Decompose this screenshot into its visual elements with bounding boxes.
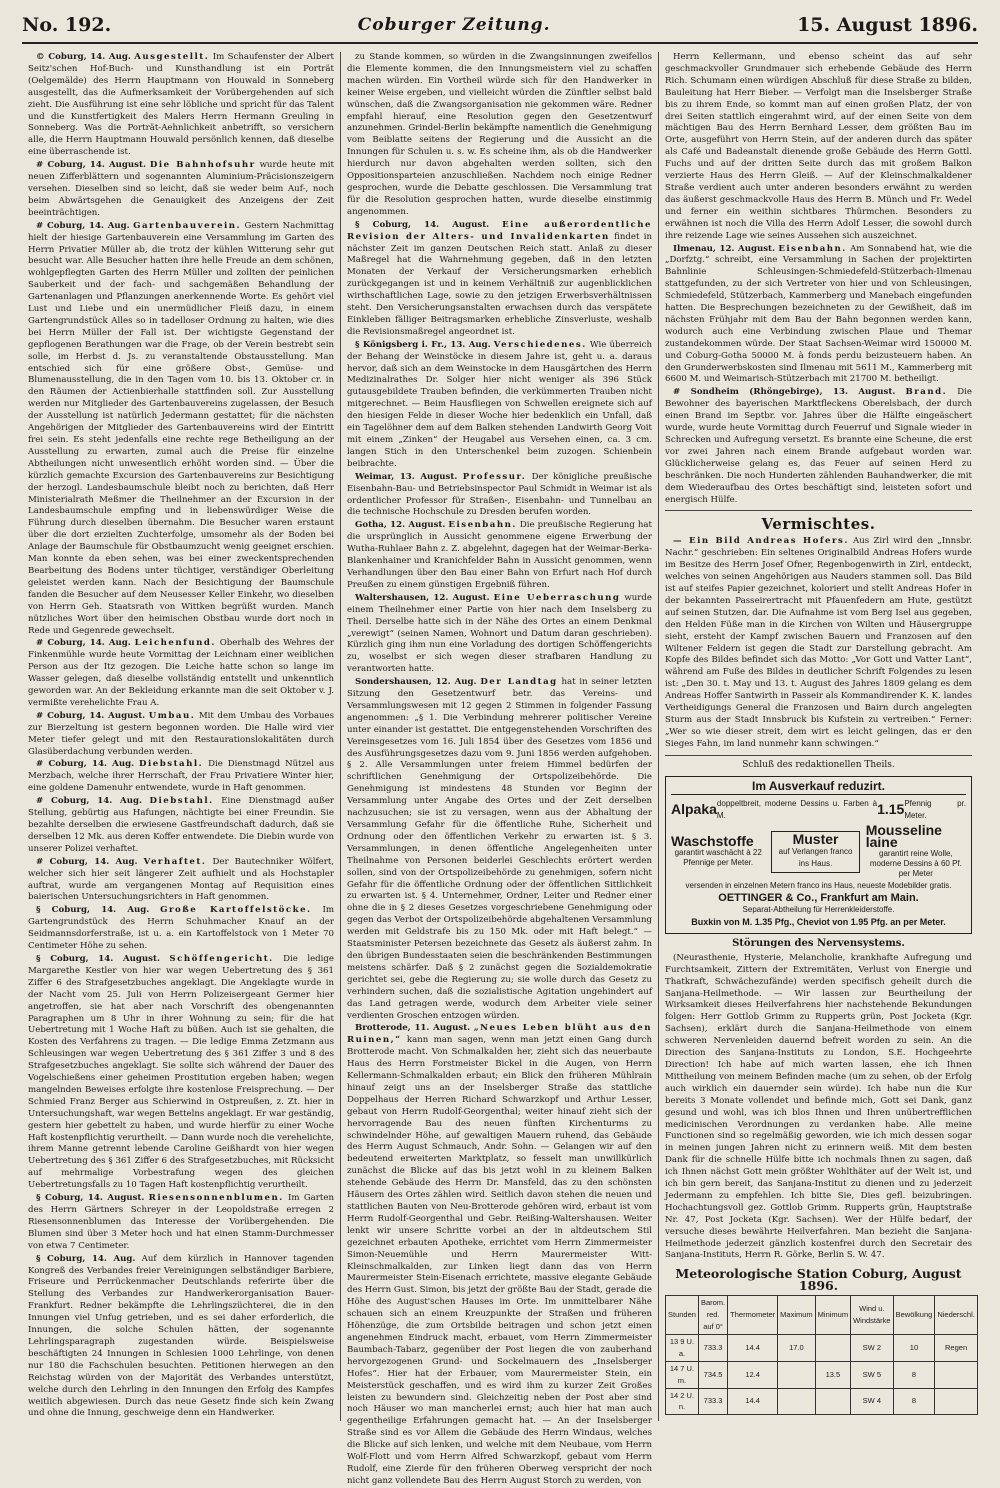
article-text: Im Schaufenster der Albert Seitz'schen Hof-Buch- und Kunsthandlung ist ein Porträt (Oelgemälde) des Herrn Hauptmann von Houwald in Sonneberg ausgestellt, das die Aufmerksamkeit der Vorübergehenden auf sich zieht. Die Ausführung ist eine sehr löbliche und spricht für das Talent und die Kunstfertigkeit des Malers Herrn Hermann Greuling in Sonneberg. Was die Porträt-Aehnlichkeit anbetrifft, so versichern alle, die Herrn Hauptmann Houwald persönlich kennen, daß dieselbe eine überraschende ist. (28, 52, 335, 158)
article-lead: Gotha, 12. August. (355, 520, 446, 531)
nerven-text: (Neurasthenie, Hysterie, Melancholie, krankhafte Aufregung und Furchtsamkeit, Zittern der Extremitäten, Verlust von Energie und Thatkraft, Schwächezufände) werden specifisch geheilt durch die Sanjana-Heilmethode. — Wir lassen zur Beurtheilung der Wirksamkeit dieses Heilverfahrens hier nachstehende Bekundungen folgen: Herr Gottlob Grimm zu Rupperts grün, Post Jocketa (Kgr. Sachsen), erklärt durch die Sanjana-Heilmethode von einem schweren Nervenleiden dauernd befreit worden zu sein. An die Direction des Sanjana-Instituts zu London, S.E. Hochgeehrte Direction! Ich habe auf mich warten lassen, ehe ich Ihnen Mittheilung von meinem Befinden mache (um zu sehen, ob der Erfolg auch wirklich ein dauernder sein würde). Ich habe nun die Kur bereits 3 Monate vollendet und befinde mich, Gott sei Dank, ganz gesund und wohl, was ich blos Ihnen und Ihren unübertrefflichen medicinischen Verordnungen zu verdanken habe. Alle meine Functionen sind so regelmäßig geworden, wie ich mich dessen sogar in meinen jungen Jahren nicht zu erinnern weiß. Mit dem besten Dank für die schnelle Hülfe bitte ich nochmals Ihnen zu sagen, daß ich Ihnen nächst Gott mein größter Wohlthäter auf der Welt ist, und ich bin gern bereit, das Sanjana-Institut zu dienen und zu jederzeit Jedermann zu empfehlen. Ich bitte Sie, Dies gefl. beizubringen. Hochachtungsvoll gez. Gottlob Grimm. Rupperts grün, Hauptstraße Nr. 47, Post Jocketa (Kgr. Sachsen). Wer der Hülfe bedarf, der versuche dieses bewährte Heilverfahren. Man bezieht die Sanjana-Heilmethode jederzeit gänzlich kostenfrei durch den Secretair des Sanjana-Instituts, Herrn R. Görke, Berlin S. W. 47. (665, 952, 972, 1261)
article-text: hat in seiner letzten Sitzung den Gesetzentwurf betr. das Vereins- und Versammlungswesen mit 12 gegen 2 Stimmen in folgender Fassung angenommen: „§ 1. Die Verbindung mehrerer politischer Vereine unter einander ist gestattet. Die entgegenstehenden Vorschriften des Vereinsgesetzes vom 16. Juli 1854 über des Gesetzes vom 1856 und des Ausführungsgesetzes dazu vom 9. Juni 1856 werden aufgehoben. § 2. Alle Versammlungen unter freiem Himmel bedürfen der schriftlichen Genehmigung der Ortspolizeibehörde. Die Genehmigung ist mindestens 48 Stunden vor Beginn der Versammlung unter Angabe des Ortes und der Zeit derselben nachzusuchen; sie ist zu versagen, wenn aus der Abhaltung der Versammlung Gefahr für die öffentliche Ruhe, Sicherheit und Ordnung oder den öffentlichen Verkehr zu erwarten ist. § 3. Versammlungen, in denen öffentliche Angelegenheiten unter Theilnahme von Personen beiderlei Geschlechts erörtert werden sollen, sind von der Ortspolizeibehörde zu genehmigen, sofern nicht Gefahr für die öffentliche Ordnung oder der öffentlichen Sittlichkeit zu erwarten ist. § 4. Unternehmer, Ordner, Leiter und Redner einer ohne die in § 2 dieses Gesetzes vorgeschriebene Genehmigung oder gegen das Verbot der Ortspolizeibehörde abgehaltenen Versammlung werden mit Geldstrafe bis zu 150 Mk. oder mit Haft belegt.“ — Staatsminister Petersen bezeichnete das Gesetz als äußerst zahm. In den übrigen Bundesstaaten seien die beschränkenden Bestimmungen meistens schärfer. Daß § 2 zunächst gegen die Sozialdemokratie gerichtet sei, gebe die Regierung zu; sie wolle durch das Gesetz zu verhindern suchen, daß die sozialistische Agitation ungehindert auf das Land getragen werde, wodurch dem Arbeiter viele seiner verdienten Groschen entzogen würden. (347, 677, 653, 1021)
advertisement-oettinger (665, 776, 972, 934)
ad-muster-desc: auf Verlangen franco ins Haus. (778, 847, 853, 869)
met-cell: 14 2 U. n. (666, 1388, 699, 1415)
article-lead: — Ein Bild Andreas Hofers. (673, 536, 849, 547)
ad-alpaka-row (671, 798, 966, 822)
article (28, 1193, 334, 1253)
article (28, 52, 334, 159)
article (347, 593, 652, 676)
article-keyword: Umbau. (148, 710, 196, 721)
article-lead: Weimar, 13. August. (355, 471, 458, 482)
table-row (666, 1388, 978, 1415)
article-text: zu Stande kommen, so würden in die Zwangsinnungen zweifellos die Elemente kommen, die den Innungsmeistern viel zu schaffen machen würden. Ein Vortheil würde sich für den Handwerker in keiner Weise ergeben, und vielleicht würden die Zünftler selbst bald wünschen, daß die Zwangsorganisation nie gekommen wäre. Redner empfahl hierauf, eine Resolution gegen den Gesetzentwurf anzunehmen. Grindel-Berlin bekämpfte namentlich die Genehmigung vom Beiblatte seitens der Regierung und die Aussicht an die Innungen für Schulen u. s. w. Es scheine ihm, als ob die Handwerker hierdurch nur davon abgehalten werden sollten, sich den Oppositionsparteien anzuschließen. Nachdem noch einige Redner gesprochen, wurde die Debatte geschlossen. Die Versammlung trat für die Resolution gesprochen hatten, wurde dieselbe einstimmig angenommen. (347, 52, 652, 217)
table-row (666, 1361, 978, 1388)
ad-waschstoffe-block (671, 833, 765, 868)
article-keyword: „Neues Leben blüht aus den Ruinen,“ (347, 1023, 652, 1046)
article-lead: # Coburg, 14. August. (36, 710, 146, 721)
article-keyword: Diebstahl. (149, 796, 214, 807)
article (28, 796, 334, 856)
article-text: kann man sagen, wenn man jetzt einen Gang durch Brotterode macht. Von Schmalkalden her, zieht sich das neuerbaute Haus des Herrn Forstmeister Bickel in die Augen, von Herrn Kellermann-Schmalkalden erbaut; ein Blick den früheren Mühlrain hinauf zeigt uns an der Inselsberger Straße das stattliche Doppelhaus der Herren Richard Schwarzkopf und Arthur Lesser, gebaut von Herrn Rudolf-Georgenthal; weiter hinauf zieht sich der hervorragende Bau des neuen fünften Kirchenturms zu schwindelnder Höhe, auf gewaltigen Mauern ruhend, das Gebäude des Herrn August Schmauch, Andr. Sohn. — Gelangen wir auf den bedeutend erweiterten Marktplatz, so fesselt man unwillkürlich zunächst die Blicke auf das bis jetzt wohl in zu kleinem Balken stehende Gebäude des Herrn Dr. Mansfeld, das zu den schönsten Häusern des Ortes zählen wird. Seitlich davon stehen die neuen und stattlichen Bauten von Neu-Brotterode gehören wird, erbaut ist vom Herrn Rudolf-Georgenthal und Gebr. Reißing-Waltershausen. Weiter lenkt wir unsere Schritte vorbei an der in altdeutschem Stil gezeichnet erbauten Apotheke, errichtet vom Herrn Zimmermeister Simon-Neuemühle und Herrn Maurermeister Witt-Kleinschmalkalden, zur Linken liegt dann das von Herrn Maurermeister Stein-Eisenach errichtete, massive elegante Gebäude des Herrn Gust. Simon, bis jetzt der größte Bau der Stadt, gerade die Höhe des August'schen Hauses im Orte. Im unmittelbarer Nähe schauen sich an einem Kreuzpunkte der Straßen und früheren Höhenzüge, die zum Ortsbilde beitragen und schon jetzt einen angenehmen Eindruck macht, erbauet, vom Herrn Zimmermeister Baumbach-Tabarz, gegenüber der Post liegen die von zauberhand hervorgezogenen Grund- und Sockelmauern des „Inselsberger Hofes“. Hier hat der Erbauer, vom Maurermeister Stein, ein Meisterstück geschaffen, und es wird ihm zu kurzer Zeit Großes leisten zu bewundern sind. Gleichzeitig neben der Post aber sind noch Häuser wo man mancherlei ernst; auch hier hat man auch gegentheilige Erfahrungen gemacht hat. — An der Inselsberger Straße sind es vor Allem die Gebäude des Herrn Windaus, welches die Blicke auf sich lenken, und welche mit dem Neubaue, vom Herrn Wolf-Flott und vom Herrn Alfred Schwarzkopf, gebaut vom Herrn Rudolf, eine Zierde für den früheren Oberweg verspricht der noch nicht ganz vollendete Bau des Herrn August Storch zu werden, von (347, 1035, 653, 1486)
issue-date: 15. August 1896. (797, 14, 978, 36)
article (347, 677, 652, 1022)
article-keyword: Diebstahl. (139, 759, 204, 770)
ad-mousseline: Mousseline laine (865, 822, 942, 851)
article-lead: # Coburg, 14. Aug. (36, 220, 130, 231)
newspaper-title: Coburger Zeitung. (357, 15, 551, 35)
article-lead: § Coburg, 14. Aug. (36, 905, 150, 916)
article-lead: # Coburg, 14. Aug. (36, 796, 142, 807)
met-cell: 734.5 (698, 1361, 727, 1388)
ad-foot: Buxkin von M. 1.35 Pfg., Cheviot von 1.95 Pfg. an per Meter. (691, 917, 946, 927)
article (347, 520, 652, 591)
article-text: Die preußische Regierung hat die ursprünglich in Aussicht genommene eigene Erwerbung der Wutha-Ruhlaer Bahn z. Z. abgelehnt, dagegen hat der Weimar-Berka-Blankenhainer und Kranichfelder Bahn in Aussicht genommen, wenn Verhandlungen über den Bau einer Bahn von Erfurt nach Hof durch Preußen zu einem günstigen Ergebniß führen. (347, 520, 652, 590)
met-header-cell: Stunden (666, 1296, 699, 1335)
met-cell (815, 1334, 850, 1361)
article-text: Die ledige Margarethe Kestler von hier war wegen Uebertretung des § 361 Ziffer 6 des Strafgesetzbuches angeklagt. Die Angeklagte wurde in der Nacht vom 25. Juli von Herrn Polizeisergeant Germer hier angetroffen, sie hat aber nach Vorschrift des obengenannten Paragraphen um 8 Uhr in ihrer Wohnung zu sein; für die hat Uebertretung mit 1 Woche Haft zu büßen. Auch ist sie gehalten, die Kosten des Verfahrens zu tragen. — Die ledige Emma Zetzmann aus Schleusingen war wegen Uebertretung des § 361 Ziffer 3 und 8 des Strafgesetzbuches angeklagt. Sie sollte sich während der Dauer des Vogelschießens einer geheimen Prostitution ergeben haben; wegen mangelnden Beweises erfolgte ihre kostenlose Freisprechung. — Der Schmied Franz Berger aus Schierwind in Ostpreußen, z. Zt. hier in Untersuchungshaft, war wegen Bettelns angeklagt. Er war geständig, gestern hier gebettelt zu haben, und wurde hierfür zu einer Woche Haft kostenpflichtig verurtheilt. — Dann wurde noch die verehelichte, ihrem Manne getrennt lebende Caroline Geißhardt von hier wegen Uebertretung des § 361 Ziffer 6 des Strafgesetzbuches, mit Rücksicht auf mehrmalige Vorbestrafung wegen des gleichen Uebertretungsfalls zu 10 Tagen Haft kostenpflichtig verurtheilt. (28, 953, 334, 1191)
met-cell (778, 1388, 816, 1415)
article-keyword: Eisenbahn. (448, 520, 517, 531)
met-cell: 733.3 (698, 1388, 727, 1415)
article (28, 905, 334, 953)
ad-firm: OETTINGER & Co., Frankfurt am Main. (718, 892, 919, 905)
article-lead: # Sondheim (Rhöngebirge), 13. August. (673, 387, 896, 398)
ad-waschstoffe: Waschstoffe (671, 833, 754, 850)
nerven-title: Störungen des Nervensystems. (732, 937, 905, 949)
ad-alpaka: Alpaka (671, 801, 717, 818)
article-text: Der Bautechniker Wölfert, welcher sich hier seit längerer Zeit aufhielt und als Hochstapler auftrat, wurde am vergangenen Montag auf Requisition eines baierischen Untersuchungsrichters in Haft genommen. (28, 856, 335, 903)
article (347, 52, 652, 219)
article-lead: # Coburg, 14. Aug. (36, 856, 138, 867)
article-text: Am Sonnabend hat, wie die „Dorfztg.“ schreibt, eine Versammlung in Sachen der projektirten Bahnlinie Schleusingen-Schmiedefeld-Stützerbach-Ilmenau stattgefunden, zu der sich Vertreter von hier und von Schleusingen, Schmiedefeld, Stützerbach, Kammerberg und Manebach eingefunden hatten. Die Besprechungen bezeichneten zu der Gewißheit, daß im nächsten Frühjahr mit dem Bau der Bahn begonnen werden kann, wodurch auch eine Verbindung zwischen Plaue und Themar zustandekommen würde. Der Staat Sachsen-Weimar wird 150000 M. und Coburg-Gotha 50000 M. à fonds perdu beizusteuern haben. An den Grunderwerbskosten sind Ilmenau mit 5611 M., Kammerberg mit 6600 M. und Weimarisch-Stützerbach mit 21700 M. betheiligt. (665, 243, 972, 385)
article (28, 857, 334, 905)
article-lead: # Coburg, 14. Aug. (36, 638, 131, 649)
met-cell (935, 1361, 978, 1388)
ad-alpaka-desc: doppeltbreit, moderne Dessins u. Farben à M. (716, 799, 878, 821)
ad-muster-box (771, 831, 860, 873)
article-text: Mit dem Umbau des Vorbaues zur Bierzeltung ist gestern begonnen worden. Die Halle wird vier Meter tiefer gelegt und mit den Restaurationslokalitäten durch Glasüberdachung verbunden werden. (28, 710, 335, 757)
met-header-row (666, 1296, 978, 1335)
ad-muster: Muster (792, 831, 839, 848)
ad-versand: versenden in einzelnen Metern franco ins Haus, neueste Modebilder gratis. (685, 881, 952, 891)
article-keyword: Riesensonnenblumen. (148, 1193, 284, 1204)
article-text: wurde heute mit neuen Zifferblättern und sogenannten Aluminium-Präcisionszeigern versehen. Dieselben sind so leicht, daß sie weder beim Auf-, noch beim Abwärtsgehen die Genauigkeit des Anzeigens der Zeit beeinträchtigen. (28, 160, 335, 218)
ad-dept: Separat-Abtheilung für Herrenkleiderstoffe. (742, 905, 895, 914)
met-header-cell: Bewölkung (893, 1296, 935, 1335)
article-text: Im Garten des Herrn Gärtners Schreyer in der Leopoldstraße erregen 2 Riesensonnenblumen das Interesse der Vorübergehenden. Die Blumen sind über 3 Meter hoch und hat einen Stamm-Durchmesser von etwa 7 Centimeter. (28, 1193, 334, 1251)
article-lead: Brotterode, 11. August. (355, 1023, 471, 1034)
article-lead: Ilmenau, 12. August. (673, 243, 775, 254)
article-lead: § Coburg, 14. August. (36, 953, 160, 964)
section-title-vermischtes: Vermischtes. (761, 515, 876, 534)
article-text: Gestern Nachmittag hielt der hiesige Gartenbauverein eine Versammlung im Garten des Herrn Privatier Müller ab, die trotz der kühlen Witterung sehr gut besucht war. Alle Besucher hatten ihre helle Freude an dem schönen, wohlgepflegten Garten des Herrn Müller und zollten der peinlichen Sauberkeit und der fach- und sachgemäßen Behandlung der Gartenanlagen und Pflanzungen anerkennende Worte. Es gehört viel Lust und Liebe und ein unermüdlicher Fleiß dazu, in einem Gartengrundstück Alles so in tadelloser Ordnung zu halten, wie dies bei Herrn Müller der Fall ist. Der wichtigste Gegenstand der gepflogenen Berathungen war die Frage, ob der Verein bestrebt sein solle, im Herbst d. Js. zu veranstaltende Obstausstellung. Man entschied sich für eine größere Obst-, Gemüse- und Blumenausstellung, die in den Tagen vom 10. bis 13. Oktober cr. in den Räumen der Actienbierhalle stattfinden soll. Zur Ausstellung werden nur Mitglieder des Gartenbauvereins zugelassen, der Besuch der Ausstellung ist natürlich Jedermann gestattet; für die nächsten Angehörigen der Mitglieder des Gartenbauvereins wird der Eintritt frei sein. Es steht jedenfalls eine rechte rege Betheiligung an der Ausstellung zu erwarten, zumal auch die Preise für einzelne Abtheilungen nicht unwesentlich erhöht worden sind. — Über die kürzlich gemachte Excursion des Gartenbauvereins zur Besichtigung der herzogl. Landesbaumschule bleibt noch zu berichten, daß Herr Ministerialrath Meßmer die Theilnehmer an der Excursion in der Landesbaumschule empfing und in liebenswürdiger Weise die Führung durch dieselben übernahm. Die Besucher waren erstaunt über die dort erzielten Zuchterfolge, umsomehr als der Boden bei Anlage der Baumschule für Obstbaumzucht wenig geeignet erschien. Man konnte da eben sehen, was bei einer zweckentsprechenden Bearbeitung des Bodens unter tüchtiger, verständiger Oberleitung geleistet werden kann. Nach der Besichtigung der Baumschule fanden die Besucher auf dem Neusesser Keller Einkehr, wo dieselben von Herrn Geh. Staatsrath von Wittken begrüßt wurden. Manch nützliches Wort über den heimischen Obstbau wurde dort noch in Rede und Gegenrede gewechselt. (28, 220, 334, 636)
met-cell: 17.0 (778, 1334, 816, 1361)
table-row (666, 1334, 978, 1361)
article-lead: # Coburg, 14. August. (36, 160, 146, 171)
article-text: Auf dem kürzlich in Hannover tagenden Kongreß des Verbandes freier Vereinigungen selbständiger Barbiere, Friseure und Perrückenmacher Deutschlands referirte über die Stellung des Verbandes zur Handwerkerorganisation Bauer-Frankfurt. Redner bekämpfte die Lehrlingszüchterei, die in den Innungen viel Unfug getrieben, und es sei daher erforderlich, die Innungen, die solche Schulen hätten, der sogenannte Lehrlingsparagraph zugestanden würde. Beispielsweise beschäftigten 24 Innungen in Schlesien 1000 Lehrlinge, von denen nur 180 die Fachschulen besuchten. Petitionen hierwegen an den Reichstag würden von der Majorität des Verbandes unterstützt, welche durch den Lehrling in den Innungen den Erfolg des Kampfes weitlich abgewiesen. Durch das neue Gesetz finde sich kein Zwang und ohne die Innung, geschweige denn ein Handwerker. (28, 1253, 335, 1419)
met-cell: 13 9 U. a. (666, 1334, 699, 1361)
columns (22, 52, 978, 1486)
article-keyword: Gartenbauverein. (133, 220, 242, 231)
article-text: Die Dienstmagd Nützel aus Merzbach, welche ihrer Herrschaft, der Frau Privatiere Winter hier, eine goldene Damenuhr entwendete, wurde in Haft genommen. (28, 759, 335, 794)
met-cell: 12.4 (728, 1361, 778, 1388)
article-lead: © Coburg, 14. Aug. (36, 52, 131, 62)
article (28, 711, 334, 759)
article-text: findet in nächster Zeit im ganzen Deutschen Reich statt. Anlaß zu dieser Maßregel hat die Wahrnehmung gegeben, daß in den letzten Monaten der Verkauf der Versicherungsmarken erheblich zurückgegangen ist und in keinem Verhältniß zur augenblicklichen wirthschaftlichen Lage, sowie zu den jetzigen Erwerbsverhältnissen steht. Den Versicherungsanstalten erwachsen durch das verspätete Einkleben fälliger Beitragsmarken erhebliche Zinsverluste, weshalb die Revisionsmaßregel angeordnet ist. (347, 231, 652, 337)
met-cell: Regen (935, 1334, 978, 1361)
met-header-cell: Wind u. Windstärke (851, 1296, 894, 1335)
met-cell: 10 (893, 1334, 935, 1361)
article (347, 220, 652, 339)
column-3 (658, 52, 978, 1421)
met-cell: 733.3 (698, 1334, 727, 1361)
met-cell: 13.5 (815, 1361, 850, 1388)
article-keyword: Die Bahnhofsuhr (149, 160, 256, 171)
masthead (22, 8, 978, 44)
article-lead: § Coburg, 14. August. (355, 219, 490, 230)
article-keyword: Schöffengericht. (169, 953, 274, 964)
met-cell: 14.4 (728, 1334, 778, 1361)
article-keyword: Eine außerordentliche Revision der Alters- und Invalidenkarten (347, 219, 652, 242)
ad-header: Im Ausverkauf reduzirt. (671, 781, 966, 796)
ad-middle-row (671, 822, 966, 879)
article-text: Der königliche preußische Eisenbahn-Bau- und Betriebsinspector Paul Schmidt in Weimar ist als ordentlicher Professor für Straßen-, Eisenbahn- und Tunnelbau an die technische Hochschule zu Dresden berufen worden. (347, 471, 653, 518)
met-header-cell: Niederschl. (935, 1296, 978, 1335)
ad-mousseline-block (865, 822, 966, 879)
article-lead: # Coburg, 14. Aug. (36, 759, 135, 770)
met-cell: SW 5 (851, 1361, 894, 1388)
article-lead: § Coburg, 14. Aug. (36, 1253, 136, 1264)
article-keyword: Eisenbahn. (778, 243, 847, 254)
article-keyword: Professur. (462, 471, 527, 482)
article-keyword: Verhaftet. (143, 856, 207, 867)
met-body (666, 1334, 978, 1414)
article (28, 160, 334, 220)
article-text: Aus Zirl wird den „Innsbr. Nachr.“ geschrieben: Ein seltenes Originalbild Andreas Hofers wurde im Besitze des Herrn Josef Ofner, Regenbogenwirth in Zirl, entdeckt, welches von seinen Angehörigen aus Nauders stammen soll. Das Bild ist auf steifes Papier gezeichnet, koloriert und stellt Andreas Hofer in der bekannten Passeirertracht mit Pfauenfedern am Hute, gestützt auf seinen Stutzen, dar. Die Aufnahme ist vom Berg Isel aus gegeben, den Helden Füße man in die Kirchen von Wilten und Häusergruppe sieht, ersteht der Kampf zwischen Bauern und Franzosen auf den Wiltener Feldern ist gegen die Stadt zur Darstellung gebracht. Am Kopfe des Bildes befindet sich das Motto: „Vor Gott und Vatter Lant“, während am Fuße des Bildes in deutlicher Schrift Folgendes zu lesen ist: „Den 30. t. May und 13. t. August des Jahres 1809 gelang es dem Andreas Hoffer Santwirth in Passeir als Kommandirender K. K. landes Vertheidigungs General die Franzosen und Bairn durch angelegten Sturm aus der Stadt Innsbruck bis Kufstein zu vertreiben.“ Ferner: „Wer so wie dieser streit, dem wirt es leicht gelingen, das er den Sieges Fahn, im land nunmehr kann schwingen.“ (665, 536, 972, 749)
article-keyword: Verschiedenes. (493, 339, 587, 350)
article (347, 340, 652, 471)
ad-alpaka-unit: Pfennig pr. Meter. (904, 799, 966, 821)
article (28, 638, 334, 709)
met-cell: 14 7 U. m. (666, 1361, 699, 1388)
article-text: wurde einem Theilnehmer einer Partie von hier nach dem Inselsberg zu Theil. Derselbe hatte sich in der Nähe des Ortes an einem Denkmal „verewigt“ (seinen Namen, Wohnort und Datum daran geschrieben). Kürzlich ging ihm nun eine Vorladung des dortigen Schöffengerichts zu, woselbst er sich wegen dieser strafbaren Handlung zu verantworten hatte. (347, 592, 652, 675)
column-1 (22, 52, 340, 1421)
article-keyword: Der Landtag (480, 677, 558, 688)
met-cell: 8 (893, 1388, 935, 1415)
article-text: Wie überreich der Behang der Weinstöcke in diesem Jahre ist, geht u. a. daraus hervor, daß sich an dem Weinstocke in dem Hausgärtchen des Herrn Medizinalrathes Dr. Solger hier nicht weniger als 396 Stück gutausgebildete Trauben befinden, die verkümmerten Trauben nicht mitgerechnet. — Beim Hausfliegen von Schwellen ereignete sich auf den hiesigen Felde in dieser Woche hier bedenklich ein Unfall, daß ein Tagelöhner dem auf dem Balken stehenden Landwirth Georg Voit mit einem „Zinken“ der Heugabel aus Versehen einen, ca. 3 cm. langen Stich in den Unterschenkel beim zuzogen. Schienbein beibrachte. (347, 339, 653, 469)
met-header-cell: Minimum (815, 1296, 850, 1335)
met-table (665, 1295, 978, 1415)
article (665, 244, 972, 387)
article (665, 387, 972, 506)
article-text: Oberhalb des Wehres der Finkenmühle wurde heute Vormittag der Leichnam einer weiblichen Person aus der Itz gezogen. Die Leiche hatte schon so lange im Wasser gelegen, daß dieselbe vollständig entstellt und unkenntlich geworden war. An der Bekleidung erkannte man die seit Oktober v. J. vermißte verehelichte Frau A. (28, 638, 335, 708)
article-keyword: Ausgestellt. (134, 52, 210, 62)
met-cell: 14.4 (728, 1388, 778, 1415)
article-keyword: Große Kartoffelstöcke. (160, 905, 312, 916)
article-vermischtes (665, 536, 972, 750)
met-station-title: Meteorologische Station Coburg, August 1896. (675, 1266, 962, 1294)
met-header-cell: Barom. red. auf 0° (698, 1296, 727, 1335)
column-3-articles (665, 52, 972, 506)
article-keyword: Brand. (905, 387, 948, 398)
met-cell: SW 2 (851, 1334, 894, 1361)
article (28, 221, 334, 638)
met-cell (778, 1361, 816, 1388)
article (28, 759, 334, 795)
article-keyword: Leichenfund. (134, 638, 216, 649)
ad-waschstoffe-desc: garantirt waschächt à 22 Pfennige per Meter. (674, 848, 762, 868)
column-2 (340, 52, 658, 1486)
ad-alpaka-price: 1.15 (877, 801, 905, 818)
editorial-end-note: Schluß des redaktionellen Theils. (742, 759, 895, 770)
article-lead: § Coburg, 14. August. (36, 1193, 145, 1204)
met-cell (815, 1388, 850, 1415)
met-header-cell: Thermometer (728, 1296, 778, 1335)
divider (665, 510, 972, 511)
article-text: Herrn Kellermann, und ebenso scheint das auf sehr geschmackvoller Grundmauer sich erhebende Gebäude des Herrn Rich. Schumann einen würdigen Abschluß für diese Straße zu bilden, Bauleitung hat Herr Bieber. — Verfolgt man die Inselsberger Straße bis zu ihrem Ende, so kommt man auf einen großen Platz, der von drei Seiten stattlich eingerahmt wird, auf der einen Seite von dem mächtigen Bau des Herrn Bernhard Lesser, dem größten Bau im Orte, ausgeführt von Herrn Stein, auf der anderen durch das später als Café und Badeanstalt dienende große Gebäude des Herrn Gottl. Fuchs und auf der dritten Seite durch das mit großem Balkon verzierte Haus des Herrn Gleiß. — Auf der Kleinschmalkaldener Straße verdient auch unter anderen besonders erwähnt zu werden das äußerst geschmackvolle Haus des Herrn B. Münch und Fr. Wedel und ferner ein weithin sichtbares Thürmchen. Besonders zu erwähnen ist noch die Villa des Herrn Adolf Lesser, die sowohl durch ihre reizende Lage wie seines Aussehen sich auszeichnet. (665, 52, 972, 241)
article-text: Die Bewohner des bayerischen Marktfleckens Oberelsbach, der durch einen Brand im Septbr. vor. Jahres über die Hälfte eingeäschert wurde, wurde heute Vormittag durch Feuerruf und Signale wieder in Schrecken und Aufregung versetzt. Es brannte eine Scheune, die erst vor zwei Jahren nach einem Brande aufgebaut worden war. Glücklicherweise gelang es, das Feuer auf seinen Herd zu beschränken. Die noch Hunderten zählenden Bauhandwerker, die mit dem Wiederaufbau des Ortes beschäftigt sind, leisteten sofort und energisch Hülfe. (665, 387, 973, 505)
article (28, 1254, 334, 1421)
article (665, 52, 972, 243)
met-cell (935, 1388, 978, 1415)
ad-mousseline-desc: garantirt reine Wolle, moderne Dessins à 60 Pf. per Meter (869, 849, 962, 879)
met-header-cell: Maximum (778, 1296, 816, 1335)
met-cell: 8 (893, 1361, 935, 1388)
article-lead: Waltershausen, 12. August. (355, 592, 490, 603)
article-text: Eine Dienstmagd außer Stellung, gebürtig aus Hafungen, nächtigte bei einer Freundin. Sie bezahlte derselben die erwiesene Gastfreundschaft dadurch, daß sie derselben 12 Mk. aus deren Koffer entwendete. Die Diebin wurde von unserer Polizei verhaftet. (28, 796, 335, 854)
article (347, 1023, 652, 1487)
issue-number: No. 192. (22, 14, 112, 36)
article (28, 954, 334, 1192)
divider (665, 755, 972, 756)
article (347, 472, 652, 520)
article-lead: § Königsberg i. Fr., 13. Aug. (355, 339, 491, 350)
article-keyword: Eine Ueberraschung (493, 592, 621, 603)
article-lead: Sondershausen, 12. Aug. (355, 677, 477, 688)
article-text: Im Gartengrundstück des Herrn Schuhmacher Knauf an der Seidmannsdorferstraße, ist u. a. ein Kartoffelstock von 1 Meter 70 Centimeter Höhe zu sehen. (28, 905, 334, 952)
met-cell: SW 4 (851, 1388, 894, 1415)
